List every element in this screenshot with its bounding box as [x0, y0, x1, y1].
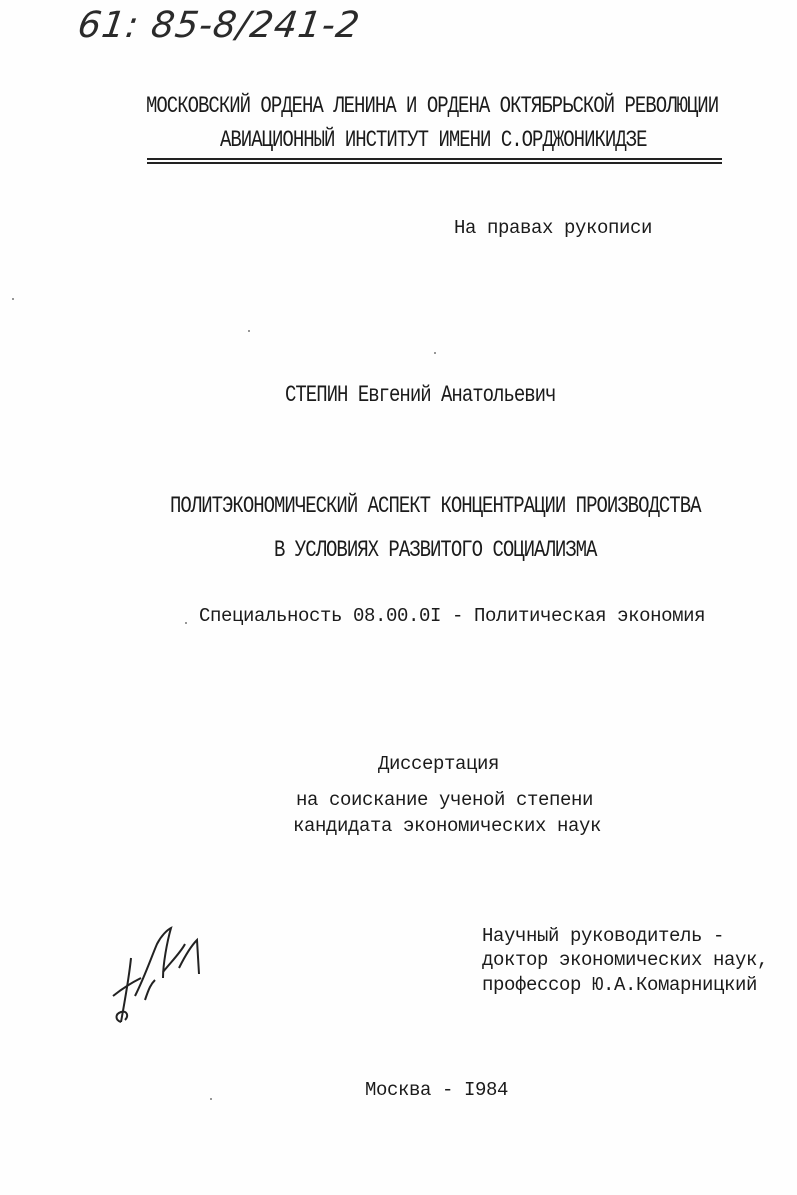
supervisor-line1: Научный руководитель - [482, 925, 725, 947]
specialty: Специальность 08.00.0I - Политическая экономия [199, 605, 706, 627]
header-rule-top [147, 158, 722, 160]
scan-speck [185, 622, 187, 624]
thesis-degree-line1: на соискание ученой степени [296, 789, 594, 811]
author-name: СТЕПИН Евгений Анатольевич [285, 381, 556, 409]
signature [105, 918, 215, 1028]
supervisor-line3: профессор Ю.А.Комарницкий [482, 974, 758, 996]
thesis-degree-line2: кандидата экономических наук [293, 815, 602, 837]
handwritten-archive-code: 61: 85-8/241-2 [75, 5, 363, 46]
scan-speck [12, 298, 14, 300]
rights-note: На правах рукописи [454, 217, 653, 239]
header-rule-bottom [147, 162, 722, 164]
thesis-type: Диссертация [378, 753, 500, 775]
institute-name-line1: МОСКОВСКИЙ ОРДЕНА ЛЕНИНА И ОРДЕНА ОКТЯБРЬСКОЙ РЕВОЛЮЦИИ [146, 92, 719, 120]
supervisor-line2: доктор экономических наук, [482, 949, 769, 971]
place-and-year: Москва - I984 [365, 1079, 509, 1101]
scan-speck [210, 1098, 212, 1100]
dissertation-title-line1: ПОЛИТЭКОНОМИЧЕСКИЙ АСПЕКТ КОНЦЕНТРАЦИИ ПРОИЗВОДСТВА [170, 492, 701, 520]
scan-speck [248, 330, 250, 332]
dissertation-title-line2: В УСЛОВИЯХ РАЗВИТОГО СОЦИАЛИЗМА [274, 536, 597, 564]
institute-name-line2: АВИАЦИОННЫЙ ИНСТИТУТ ИМЕНИ С.ОРДЖОНИКИДЗЕ [220, 126, 647, 154]
scan-speck [434, 352, 436, 354]
